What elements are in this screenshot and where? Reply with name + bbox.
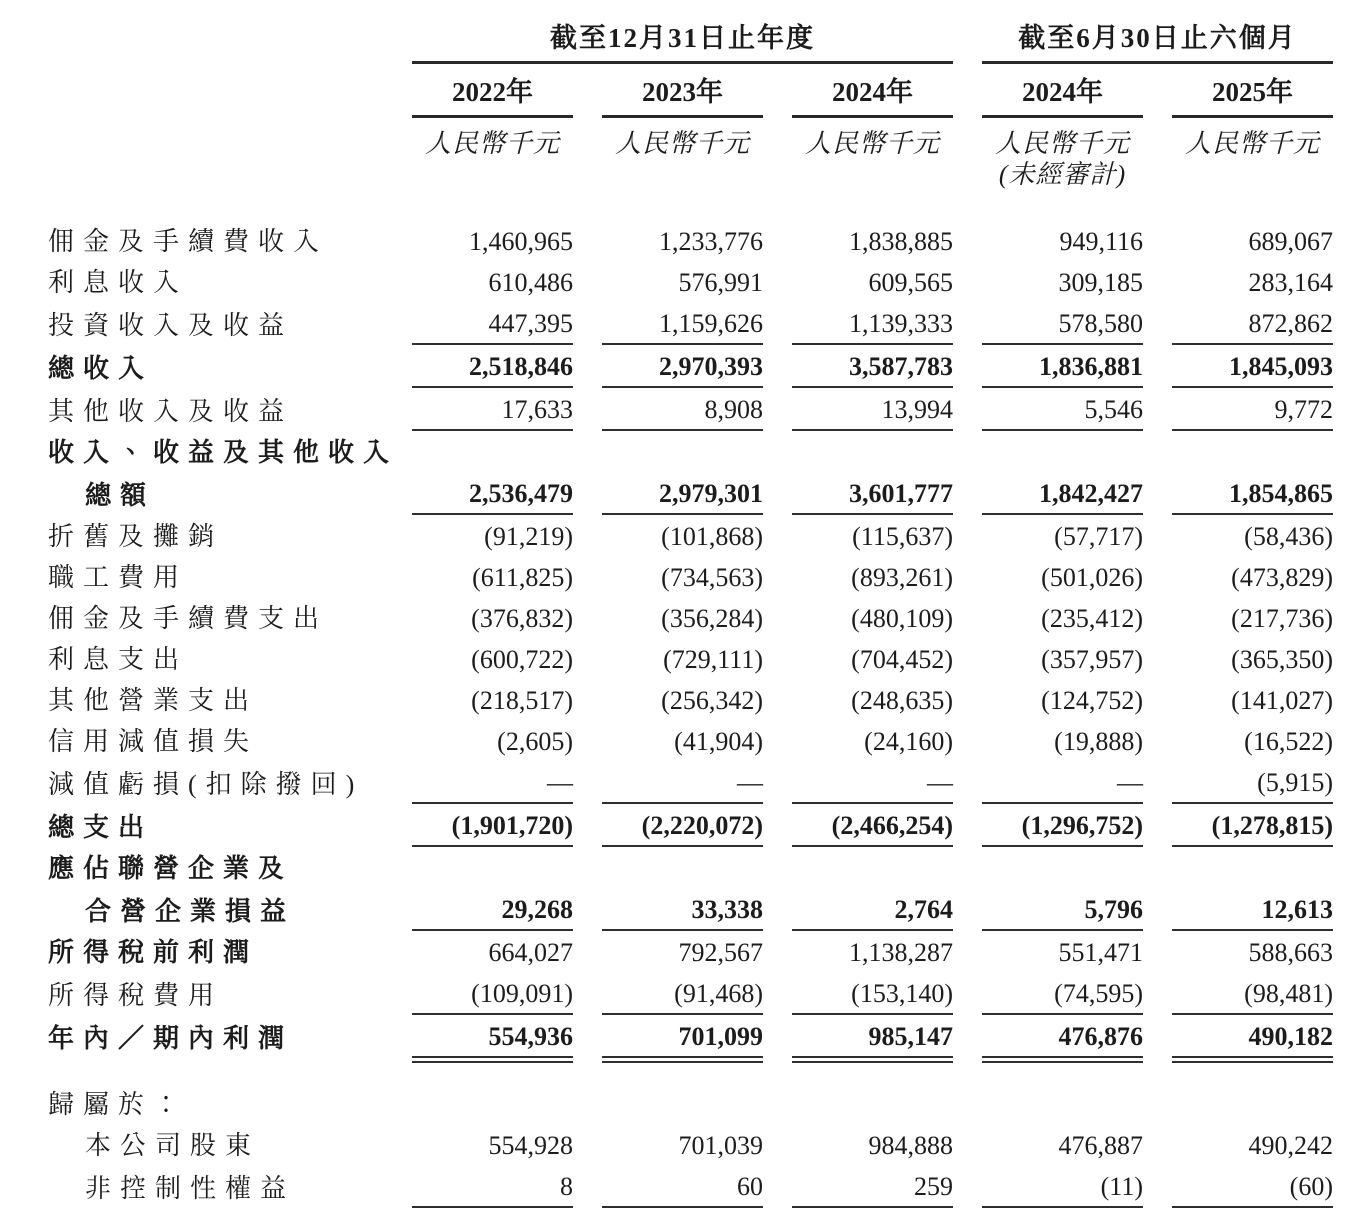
table-row [48,1165,1333,1208]
cell-value: 12,613 [1172,895,1333,931]
cell-value: (58,436) [1244,522,1333,551]
cell-value: (2,605) [497,727,573,756]
cell-value: (357,957) [1041,645,1143,674]
cell-value: (91,468) [602,979,763,1015]
row-label: 年內／期內利潤 [48,1024,294,1053]
row-label: 利息支出 [48,645,189,674]
unit-label: 人民幣千元 [424,129,560,158]
cell-value: (473,829) [1231,563,1333,592]
cell-value: (109,091) [412,979,573,1015]
cell-value: 447,395 [412,309,573,345]
cell-value [792,882,953,888]
row-label: 合營企業損益 [85,897,296,926]
cell-value: 1,854,865 [1172,479,1333,515]
cell-value: 701,099 [602,1022,763,1058]
cell-value: 588,663 [1248,938,1333,967]
cell-value: 5,796 [982,895,1143,931]
cell-value: 576,991 [678,268,763,297]
table-row [48,1015,1333,1058]
table-row [48,556,1333,597]
cell-value: (124,752) [1041,686,1143,715]
table-row [48,472,1333,515]
cell-value: — [412,768,573,804]
table-row [48,1124,1333,1165]
cell-value: (98,481) [1172,979,1333,1015]
table-row [48,888,1333,931]
cell-value: 309,185 [1058,268,1143,297]
cell-value: 610,486 [488,268,573,297]
cell-value: 490,182 [1172,1022,1333,1058]
cell-value: (115,637) [852,522,953,551]
cell-value [412,466,573,472]
cell-value: (256,342) [661,686,763,715]
row-label: 其他營業支出 [48,686,259,715]
table-row [48,1058,1333,1124]
cell-value: 33,338 [602,895,763,931]
row-label: 所得稅前利潤 [48,938,259,967]
cell-value: (217,736) [1231,604,1333,633]
row-label: 所得稅費用 [48,981,224,1010]
cell-value: (16,522) [1244,727,1333,756]
cell-value: 259 [792,1172,953,1208]
table-row [48,597,1333,638]
cell-value: (235,412) [1041,604,1143,633]
cell-value: 792,567 [678,938,763,967]
unit-label: 人民幣千元 [614,129,750,158]
cell-value [1172,882,1333,888]
cell-value: (41,904) [674,727,763,756]
year-header-row [48,64,1333,118]
cell-value: 3,601,777 [792,479,953,515]
row-label: 投資收入及收益 [48,311,294,340]
unaudited-note: (未經審計) [998,160,1127,189]
cell-value: (2,220,072) [602,811,763,847]
header-spacer [48,64,383,118]
cell-value: (2,466,254) [792,811,953,847]
cell-value: (600,722) [471,645,573,674]
cell-value [982,882,1143,888]
table-row [48,804,1333,847]
table-row [48,638,1333,679]
cell-value: 5,546 [982,395,1143,431]
cell-value: 578,580 [982,309,1143,345]
cell-value: (153,140) [792,979,953,1015]
row-label: 非控制性權益 [85,1174,296,1203]
cell-value: 1,233,776 [659,227,763,256]
cell-value: 689,067 [1248,227,1333,256]
cell-value: (611,825) [472,563,573,592]
table-row [48,515,1333,556]
cell-value [602,466,763,472]
row-label: 本公司股東 [85,1131,261,1160]
cell-value: (74,595) [982,979,1143,1015]
cell-value: (356,284) [661,604,763,633]
cell-value: (101,868) [661,522,763,551]
row-label: 總額 [85,481,156,510]
row-label: 減值虧損(扣除撥回) [48,770,364,799]
cell-value: (893,261) [851,563,953,592]
table-row [48,431,1333,472]
cell-value [1172,1118,1333,1124]
cell-value: 8 [412,1172,573,1208]
cell-value: 8,908 [602,395,763,431]
row-label: 其他收入及收益 [48,397,294,426]
cell-value: 476,887 [1058,1131,1143,1160]
cell-value [792,1118,953,1124]
cell-value [602,1118,763,1124]
cell-value: 476,876 [982,1022,1143,1058]
cell-value: 1,845,093 [1172,352,1333,388]
period-group-interim: 截至6月30日止六個月 [982,22,1333,64]
cell-value: (57,717) [1054,522,1143,551]
cell-value: 949,116 [1059,227,1143,256]
cell-value: (734,563) [661,563,763,592]
cell-value: (1,901,720) [412,811,573,847]
year-header-2022: 2022年 [412,64,573,118]
cell-value: (1,278,815) [1172,811,1333,847]
row-label: 信用減值損失 [48,727,259,756]
cell-value: 985,147 [792,1022,953,1058]
unit-label: 人民幣千元 [804,129,940,158]
cell-value: (1,296,752) [982,811,1143,847]
row-label: 佣金及手續費收入 [48,227,329,256]
unit-label: 人民幣千元 [994,129,1130,158]
row-label: 應佔聯營企業及 [48,854,294,883]
cell-value [1172,466,1333,472]
table-row [48,972,1333,1015]
cell-value: (376,832) [471,604,573,633]
cell-value: 1,138,287 [849,938,953,967]
cell-value: 1,836,881 [982,352,1143,388]
cell-value: 554,928 [488,1131,573,1160]
cell-value: 9,772 [1172,395,1333,431]
cell-value: (365,350) [1231,645,1333,674]
row-label: 折舊及攤銷 [48,522,224,551]
cell-value [602,882,763,888]
cell-value: (501,026) [1041,563,1143,592]
cell-value: (480,109) [851,604,953,633]
period-group-annual: 截至12月31日止年度 [412,22,953,64]
cell-value: 3,587,783 [792,352,953,388]
table-row [48,345,1333,388]
cell-value: 664,027 [488,938,573,967]
row-label: 總支出 [48,813,154,842]
cell-value: 551,471 [1058,938,1143,967]
row-label: 職工費用 [48,563,189,592]
row-label: 總收入 [48,354,154,383]
row-label: 利息收入 [48,268,189,297]
income-statement-table [48,22,1333,1208]
cell-value: (91,219) [484,522,573,551]
cell-value: (218,517) [471,686,573,715]
year-header-2023: 2023年 [602,64,763,118]
cell-value: 984,888 [868,1131,953,1160]
table-row [48,720,1333,761]
cell-value: 13,994 [792,395,953,431]
cell-value [412,1118,573,1124]
table-row [48,679,1333,720]
cell-value [792,466,953,472]
table-row [48,388,1333,431]
cell-value: 701,039 [678,1131,763,1160]
period-group-row [48,22,1333,64]
cell-value: — [792,768,953,804]
cell-value: 2,518,846 [412,352,573,388]
cell-value: 2,764 [792,895,953,931]
cell-value: 554,936 [412,1022,573,1058]
table-body [48,191,1333,1208]
cell-value: — [602,768,763,804]
cell-value: 2,970,393 [602,352,763,388]
cell-value: — [982,768,1143,804]
header-spacer [48,118,383,191]
table-row [48,931,1333,972]
cell-value: 1,460,965 [469,227,573,256]
cell-value: 872,862 [1172,309,1333,345]
cell-value: 1,159,626 [602,309,763,345]
cell-value: (5,915) [1172,768,1333,804]
year-header-2024-interim: 2024年 [982,64,1143,118]
row-label: 歸屬於： [48,1090,189,1119]
cell-value: 1,139,333 [792,309,953,345]
table-row [48,761,1333,804]
cell-value: 17,633 [412,395,573,431]
cell-value: (24,160) [864,727,953,756]
cell-value: 490,242 [1248,1131,1333,1160]
cell-value: 2,979,301 [602,479,763,515]
row-label: 佣金及手續費支出 [48,604,329,633]
header-spacer [48,22,383,64]
cell-value: (11) [982,1172,1143,1208]
year-header-2025-interim: 2025年 [1172,64,1333,118]
cell-value: 2,536,479 [412,479,573,515]
cell-value: (141,027) [1231,686,1333,715]
cell-value: 60 [602,1172,763,1208]
cell-value: 29,268 [412,895,573,931]
cell-value: (60) [1172,1172,1333,1208]
cell-value: (704,452) [851,645,953,674]
cell-value: (729,111) [663,645,763,674]
table-row [48,847,1333,888]
unit-row [48,118,1333,191]
cell-value: (19,888) [1054,727,1143,756]
cell-value [982,466,1143,472]
cell-value: 1,842,427 [982,479,1143,515]
table-row [48,261,1333,302]
cell-value: 609,565 [868,268,953,297]
cell-value: 1,838,885 [849,227,953,256]
cell-value: 283,164 [1248,268,1333,297]
row-label: 收入、收益及其他收入 [48,438,399,467]
unit-label: 人民幣千元 [1184,129,1320,158]
cell-value [982,1118,1143,1124]
cell-value [412,882,573,888]
cell-value: (248,635) [851,686,953,715]
table-row [48,191,1333,261]
table-row [48,302,1333,345]
year-header-2024: 2024年 [792,64,953,118]
